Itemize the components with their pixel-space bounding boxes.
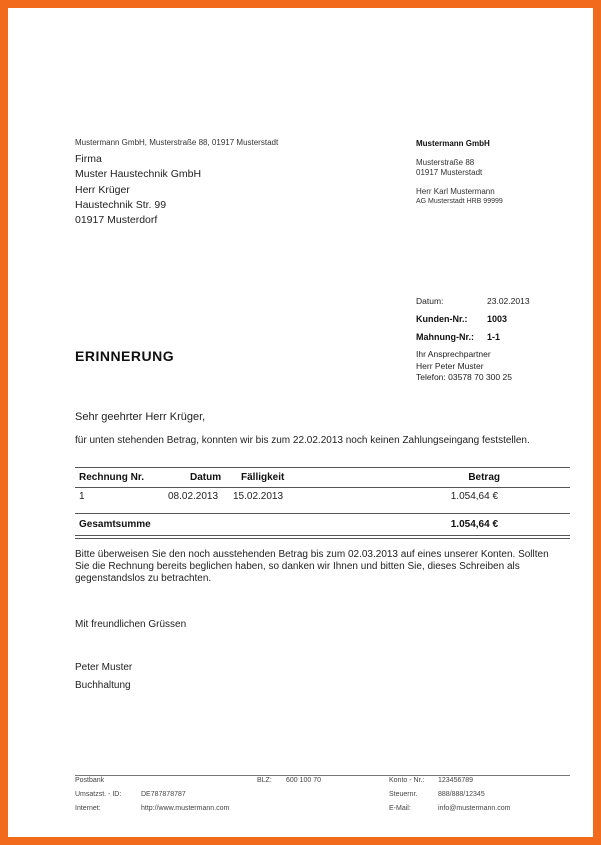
footer-tax-label: Steuernr. bbox=[389, 791, 418, 798]
footer-web-value[interactable]: http://www.mustermann.com bbox=[141, 805, 230, 812]
letter-page bbox=[8, 8, 593, 837]
signature-department: Buchhaltung bbox=[75, 680, 131, 691]
company-register: AG Musterstadt HRB 99999 bbox=[416, 198, 503, 205]
letter-title: ERINNERUNG bbox=[75, 348, 175, 364]
table-total-rule bbox=[75, 513, 570, 514]
recipient-address bbox=[75, 152, 201, 228]
table-top-rule bbox=[75, 467, 570, 468]
date-value: 23.02.2013 bbox=[487, 296, 530, 306]
customer-value: 1003 bbox=[487, 314, 508, 324]
salutation: Sehr geehrter Herr Krüger, bbox=[75, 411, 206, 423]
table-bottom-rule-2 bbox=[75, 538, 570, 539]
row-invoice: 1 bbox=[79, 491, 85, 502]
footer-vat-value: DE787878787 bbox=[141, 791, 186, 798]
company-manager: Herr Karl Mustermann bbox=[416, 186, 495, 196]
contact-name: Herr Peter Muster bbox=[416, 360, 484, 371]
footer-rule bbox=[75, 775, 570, 776]
row-due: 15.02.2013 bbox=[233, 491, 284, 502]
contact-label: Ihr Ansprechpartner bbox=[416, 349, 491, 359]
footer-blz-label: BLZ: bbox=[257, 777, 272, 784]
contact-phone: Telefon: 03578 70 300 25 bbox=[416, 372, 512, 382]
table-header-rule bbox=[75, 487, 570, 488]
intro-paragraph: für unten stehenden Betrag, konnten wir bis zum 22.02.2013 noch keinen Zahlungseingang feststellen. bbox=[75, 435, 530, 446]
footer-vat-label: Umsatzst. - ID: bbox=[75, 791, 122, 798]
contact-person bbox=[416, 349, 512, 384]
recipient-line: Muster Haustechnik GmbH bbox=[75, 168, 202, 181]
footer-mail-value[interactable]: info@mustermann.com bbox=[438, 805, 511, 812]
company-info bbox=[416, 139, 503, 208]
company-city: 01917 Musterstadt bbox=[416, 168, 483, 177]
header-invoice: Rechnung Nr. bbox=[79, 472, 145, 483]
footer-account-label: Konto - Nr.: bbox=[389, 777, 425, 784]
footer-mail-label: E-Mail: bbox=[389, 805, 411, 812]
header-amount: Betrag bbox=[468, 472, 500, 483]
signature-name: Peter Muster bbox=[75, 662, 133, 673]
recipient-line: Herr Krüger bbox=[75, 183, 130, 196]
header-date: Datum bbox=[190, 472, 222, 483]
footer-bank-label: Postbank bbox=[75, 777, 105, 784]
signature bbox=[75, 659, 132, 695]
sender-return-line: Mustermann GmbH, Musterstraße 88, 01917 Musterstadt bbox=[75, 138, 279, 147]
greeting: Mit freundlichen Grüssen bbox=[75, 619, 187, 630]
company-street: Musterstraße 88 bbox=[416, 157, 475, 167]
recipient-line: 01917 Musterdorf bbox=[75, 214, 158, 227]
total-value: 1.054,64 € bbox=[450, 519, 498, 530]
header-due: Fälligkeit bbox=[241, 472, 285, 483]
total-label: Gesamtsumme bbox=[79, 519, 151, 530]
dunning-value: 1-1 bbox=[487, 332, 501, 342]
closing-paragraph: Bitte überweisen Sie den noch ausstehenden Betrag bis zum 02.03.2013 auf eines unserer Konten. Sollten Sie die Rechnung bereits beglichen haben, so danken wir Ihnen und bitten Sie, dieses Schreiben als gegenstandslos zu betrachten. bbox=[75, 549, 549, 585]
recipient-line: Haustechnik Str. 99 bbox=[75, 198, 167, 211]
row-amount: 1.054,64 € bbox=[450, 491, 498, 502]
date-label: Datum: bbox=[416, 296, 444, 306]
footer-blz-value: 600 100 70 bbox=[286, 777, 322, 784]
dunning-label: Mahnung-Nr.: bbox=[416, 332, 474, 342]
footer-web-label: Internet: bbox=[75, 805, 101, 812]
footer-tax-value: 888/888/12345 bbox=[438, 791, 485, 798]
company-name: Mustermann GmbH bbox=[416, 139, 490, 148]
customer-label: Kunden-Nr.: bbox=[416, 314, 468, 324]
recipient-line: Firma bbox=[75, 153, 102, 165]
table-bottom-rule-1 bbox=[75, 535, 570, 536]
footer-account-value: 123456789 bbox=[438, 777, 474, 784]
row-date: 08.02.2013 bbox=[168, 491, 219, 502]
